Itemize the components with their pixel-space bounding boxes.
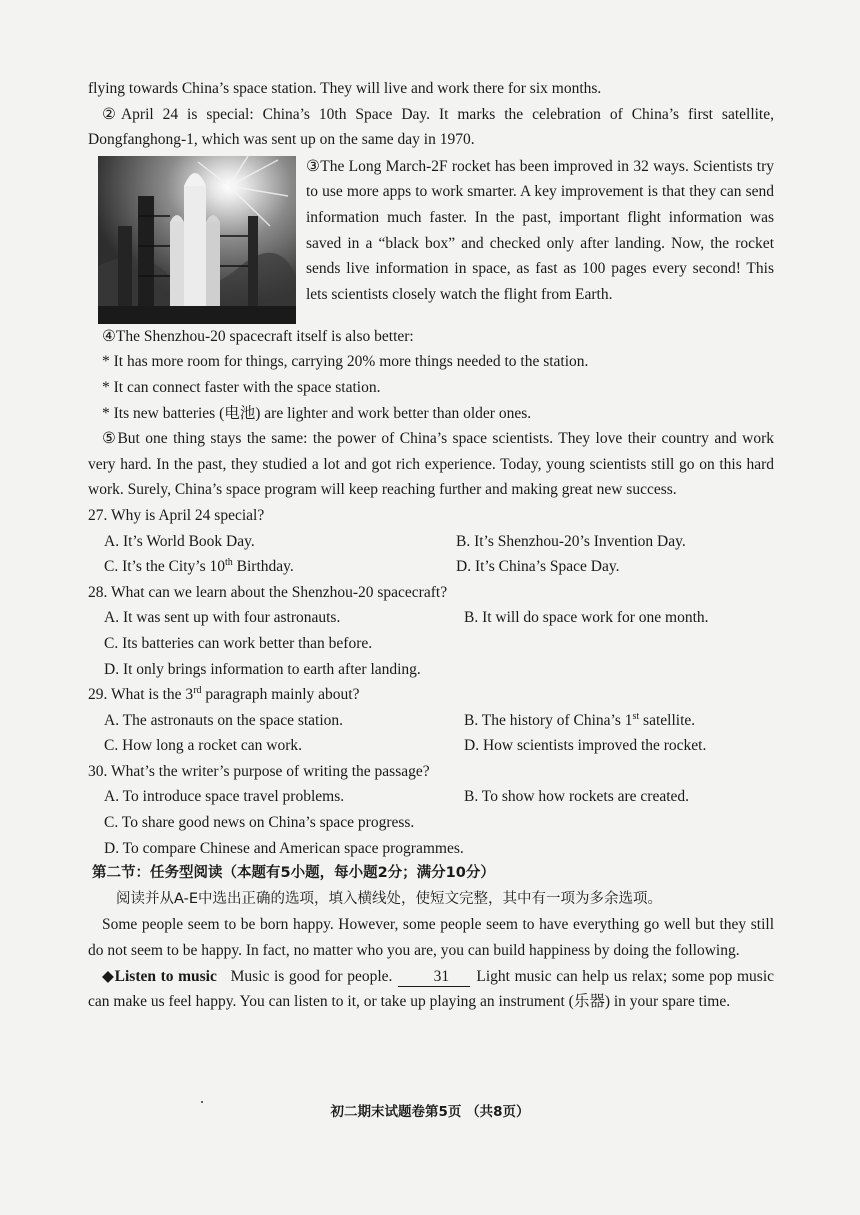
question-29-text: 29. What is the 3 xyxy=(88,686,194,704)
option-b: B. It’s Shenzhou-20’s Invention Day. xyxy=(456,532,686,550)
paragraph-4: ④The Shenzhou-20 spacecraft itself is also better: xyxy=(102,327,414,345)
rocket-photo xyxy=(98,156,296,324)
option-a: A. It’s World Book Day. xyxy=(104,532,255,550)
option-c xyxy=(104,554,456,580)
answer-blank-31[interactable]: 31 xyxy=(398,968,470,987)
section-2-music-paragraph xyxy=(88,964,774,1015)
option-b: B. To show how rockets are created. xyxy=(464,788,690,806)
option-d: D. To compare Chinese and American space programmes. xyxy=(104,839,464,857)
option-c: C. How long a rocket can work. xyxy=(104,737,303,755)
paragraph-3: ③The Long March-2F rocket has been improved in 32 ways. Scientists try to use more apps to work smarter. A key improvement is that they can send information much faster. In the past, important flight information was saved in a “black box” and checked only after landing. Now, the rocket sends live information in space, as fast as 100 pages every second! This lets scientists closely watch the flight from Earth. xyxy=(306,157,774,303)
option-a: A. To introduce space travel problems. xyxy=(104,788,345,806)
music-heading: ◆Listen to music xyxy=(102,967,217,985)
question-29-stem xyxy=(88,682,774,708)
section-2-heading: 第二节：任务型阅读（本题有5小题，每小题2分；满分10分） xyxy=(92,865,495,882)
section-2-instruction: 阅读并从A-E中选出正确的选项，填入横线处，使短文完整，其中有一项为多余选项。 xyxy=(116,890,662,907)
option-a: A. It was sent up with four astronauts. xyxy=(104,609,341,627)
question-27-options xyxy=(88,529,774,580)
option-d: D. How scientists improved the rocket. xyxy=(464,737,707,755)
music-text-start: Music is good for people. xyxy=(230,967,393,985)
question-30-stem: 30. What’s the writer’s purpose of writing the passage? xyxy=(88,762,430,780)
paragraph-3-block xyxy=(88,154,774,324)
question-29-text-end: paragraph mainly about? xyxy=(201,686,360,704)
question-29-options xyxy=(88,708,774,759)
option-b-text: B. The history of China’s 1 xyxy=(464,711,633,729)
superscript: rd xyxy=(193,684,202,696)
option-b: B. It will do space work for one month. xyxy=(464,609,709,627)
music-text-end: Light music can help us relax; some pop music can make us feel happy. You can listen to it, or take up playing an instrument (乐器) in your spare time. xyxy=(88,967,775,1011)
option-c-text: C. It’s the City’s 10 xyxy=(104,558,225,576)
bullet-item: * It has more room for things, carrying 20% more things needed to the station. xyxy=(102,353,589,371)
option-a: A. The astronauts on the space station. xyxy=(104,711,344,729)
section-2-intro: Some people seem to be born happy. However, some people seem to have everything go well but they still do not seem to be happy. In fact, no matter who you are, you can build happiness by doing the following. xyxy=(88,916,774,960)
bullet-item: * Its new batteries (电池) are lighter and work better than older ones. xyxy=(102,404,532,422)
paragraph-5: ⑤But one thing stays the same: the power of China’s space scientists. They love their country and work very hard. In the past, they studied a lot and got rich experience. Today, young scientists still go on this hard work. Surely, China’s space program will keep reaching further and making great new success. xyxy=(88,430,774,499)
question-30-options-row xyxy=(88,784,774,810)
option-c-text-end: Birthday. xyxy=(232,558,294,576)
bullet-item: * It can connect faster with the space station. xyxy=(102,378,381,396)
page-footer: 初二期末试题卷第5页 （共8页） xyxy=(330,1104,530,1120)
paragraph-2: ②April 24 is special: China’s 10th Space Day. It marks the celebration of China’s first satellite, Dongfanghong-1, which was sent up on the same day in 1970. xyxy=(88,105,774,149)
question-27-stem: 27. Why is April 24 special? xyxy=(88,506,265,524)
option-b xyxy=(464,708,790,734)
question-28-stem: 28. What can we learn about the Shenzhou-20 spacecraft? xyxy=(88,583,448,601)
question-28-options-row xyxy=(88,605,774,631)
option-c: C. To share good news on China’s space progress. xyxy=(104,814,415,832)
superscript: st xyxy=(632,710,640,722)
passage-line: flying towards China’s space station. They will live and work there for six months. xyxy=(88,80,602,97)
option-b-text-end: satellite. xyxy=(639,711,696,729)
option-c: C. Its batteries can work better than before. xyxy=(104,634,373,652)
exam-page xyxy=(88,76,774,1015)
option-d: D. It only brings information to earth after landing. xyxy=(104,660,421,678)
option-d: D. It’s China’s Space Day. xyxy=(456,558,620,576)
superscript: th xyxy=(225,556,233,568)
